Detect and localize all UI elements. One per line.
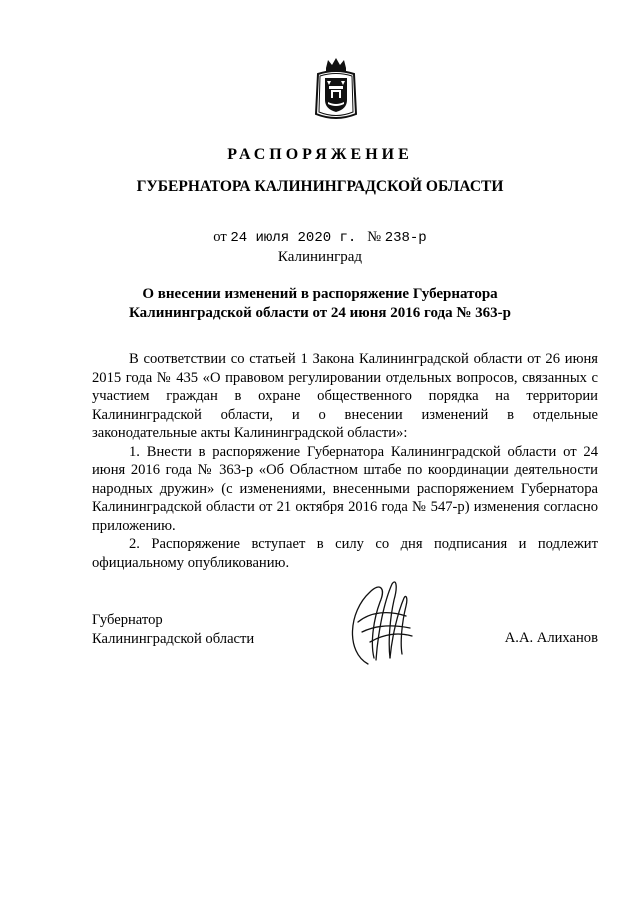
coat-of-arms-icon — [312, 56, 360, 122]
date-prefix: от — [213, 229, 227, 245]
signer-title — [92, 611, 254, 648]
body-paragraph-preamble: В соответствии со статьей 1 Закона Калининградской области от 26 июня 2015 года № 435 «О правовом регулировании отдельных вопросов, связанных с участием граждан в охране общественного порядка на территории Калининградской области, и о внесении изменений в отдельные законодательные акты Калининградской области»: — [92, 351, 598, 441]
number-prefix: № — [367, 229, 382, 245]
signer-title-line-1: Губернатор — [92, 612, 163, 628]
subject-line-1: О внесении изменений в распоряжение Губернатора — [142, 286, 498, 302]
body-paragraph-item-1: 1. Внести в распоряжение Губернатора Калининградской области от 24 июня 2016 года № 363-р «Об Областном штабе по координации деятельности народных дружин» (с изменениями, внесенными распоряжением Губернатора Калининградской области от 21 октября 2016 года № 547-р) изменения согласно приложению. — [92, 443, 598, 534]
document-subject — [120, 285, 520, 323]
subject-line-2: Калининградской области от 24 июня 2016 года № 363-р — [128, 305, 512, 321]
date-number-line — [0, 229, 640, 246]
signer-name: А.А. Алиханов — [504, 630, 598, 646]
document-body — [92, 350, 598, 572]
document-number: 238-р — [384, 230, 427, 246]
issuer-title: ГУБЕРНАТОРА КАЛИНИНГРАДСКОЙ ОБЛАСТИ — [136, 178, 504, 195]
document-type-title: РАСПОРЯЖЕНИЕ — [227, 146, 413, 163]
handwritten-signature-icon — [340, 572, 420, 672]
signer-title-line-2: Калининградской области — [92, 630, 255, 647]
body-paragraph-item-2: 2. Распоряжение вступает в силу со дня подписания и подлежит официальному опубликованию. — [92, 536, 598, 571]
city: Калининград — [277, 249, 363, 265]
document-date: 24 июля 2020 г. — [230, 230, 357, 246]
